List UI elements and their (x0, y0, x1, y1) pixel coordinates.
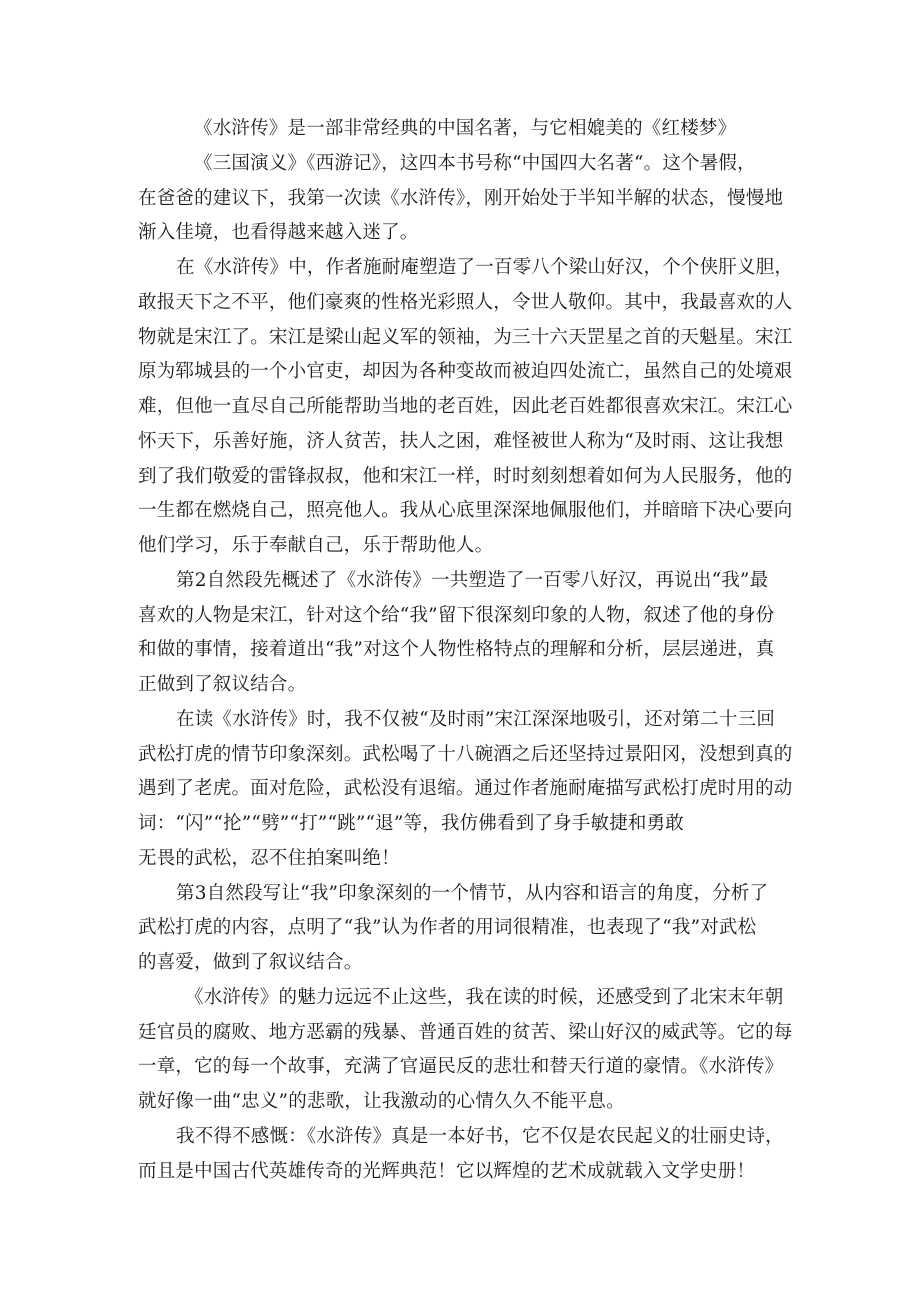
text-line: 第3自然段写让“我”印象深刻的一个情节，从内容和语言的角度，分析了 (176, 883, 769, 904)
text-line: 武松打虎的情节印象深刻。武松喝了十八碗酒之后还坚持过景阳冈，没想到真的 (138, 744, 793, 765)
text-line: 无畏的武松，忍不住拍案叫绝！ (138, 848, 400, 869)
text-line: 武松打虎的内容，点明了“我”认为作者的用词很精准，也表现了“我”对武松 (138, 917, 757, 938)
text-line: 和做的事情，接着道出“我”对这个人物性格特点的理解和分析，层层递进，真 (138, 639, 775, 660)
text-line: 怀天下，乐善好施，济人贫苦，扶人之困，难怪被世人称为“及时雨、这让我想 (138, 431, 784, 452)
text-line: 第2自然段先概述了《水浒传》一共塑造了一百零八好汉，再说出“我”最 (176, 570, 769, 591)
text-line: 难，但他一直尽自己所能帮助当地的老百姓，因此老百姓都很喜欢宋江。宋江心 (138, 396, 793, 417)
text-line: 一章，它的每一个故事，充满了官逼民反的悲壮和替天行道的豪情。《水浒传》 (138, 1056, 784, 1077)
text-line: 在爸爸的建议下，我第一次读《水浒传》，刚开始处于半知半解的状态，慢慢地 (138, 188, 784, 209)
text-line: 《水浒传》的魅力远远不止这些，我在读的时候，还感受到了北宋末年朝 (185, 987, 784, 1008)
text-line: 而且是中国古代英雄传奇的光辉典范！它以辉煌的艺术成就载入文学史册！ (138, 1161, 756, 1182)
text-line: 的喜爱，做到了叙议结合。 (138, 952, 363, 973)
text-line: 到了我们敬爱的雷锋叔叔，他和宋江一样，时时刻刻想着如何为人民服务，他的 (138, 466, 793, 487)
text-line: 就好像一曲“忠义”的悲歌，让我激动的心情久久不能平息。 (138, 1091, 625, 1112)
text-line: 《三国演义》《西游记》，这四本书号称“中国四大名著“。这个暑假， (194, 153, 756, 174)
text-line: 廷官员的腐败、地方恶霸的残暴、普通百姓的贫苦、梁山好汉的威武等。它的每 (138, 1022, 793, 1043)
text-line: 《水浒传》是一部非常经典的中国名著，与它相媲美的《红楼梦》 (194, 118, 737, 139)
text-line: 在《水浒传》中，作者施耐庵塑造了一百零八个梁山好汉，个个侠肝义胆， (176, 257, 794, 278)
text-line: 遇到了老虎。面对危险，武松没有退缩。通过作者施耐庵描写武松打虎时用的动 (138, 778, 793, 799)
text-line: 物就是宋江了。宋江是梁山起义军的领袖，为三十六天罡星之首的天魁星。宋江 (138, 327, 793, 348)
text-line: 他们学习，乐于奉献自己，乐于帮助他人。 (138, 535, 494, 556)
text-line: 原为郓城县的一个小官吏，却因为各种变故而被迫四处流亡，虽然自己的处境艰 (138, 361, 793, 382)
text-line: 我不得不感慨：《水浒传》真是一本好书，它不仅是农民起义的壮丽史诗， (176, 1126, 784, 1147)
text-line: 渐入佳境，也看得越来越入迷了。 (138, 222, 419, 243)
text-line: 一生都在燃烧自己，照亮他人。我从心底里深深地佩服他们，并暗暗下决心要向 (138, 500, 793, 521)
text-line: 在读《水浒传》时，我不仅被“及时雨”宋江深深地吸引，还对第二十三回 (176, 709, 776, 730)
text-line: 词：“闪”“抡”“劈”“打”“跳”“退”等，我仿佛看到了身手敏捷和勇敢 (138, 813, 684, 834)
text-line: 正做到了叙议结合。 (138, 674, 307, 695)
text-line: 喜欢的人物是宋江，针对这个给“我”留下很深刻印象的人物，叙述了他的身份 (138, 605, 775, 626)
text-line: 敢报天下之不平，他们豪爽的性格光彩照人，令世人敬仰。其中，我最喜欢的人 (138, 292, 793, 313)
